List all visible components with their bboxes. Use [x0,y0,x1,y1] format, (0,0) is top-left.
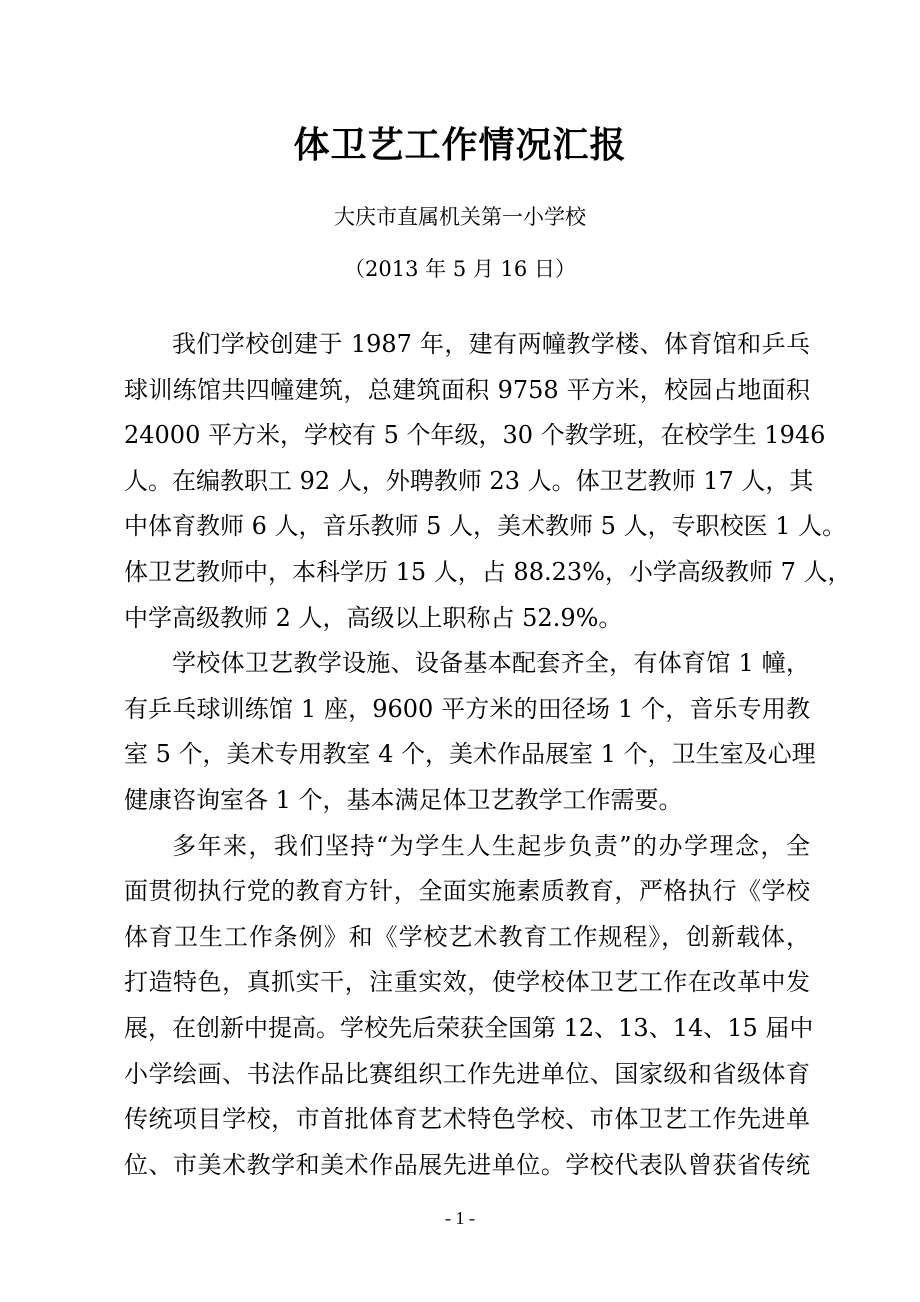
text-line: 体卫艺教师中，本科学历 15 人，占 88.23%，小学高级教师 7 人， [124,557,852,586]
paragraph-1 [124,322,852,641]
text-line: 球训练馆共四幢建筑，总建筑面积 9758 平方米，校园占地面积 [124,375,810,404]
report-date: （2013 年 5 月 16 日） [344,257,576,281]
paragraph-3 [124,824,814,1189]
text-line: 体育卫生工作条例》和《学校艺术教育工作规程》，创新载体， [124,922,810,951]
text-line: 打造特色，真抓实干，注重实效，使学校体卫艺工作在改革中发 [124,968,810,997]
text-line: 小学绘画、书法作品比赛组织工作先进单位、国家级和省级体育 [124,1059,810,1088]
text-line: 我们学校创建于 1987 年，建有两幢教学楼、体育馆和乒乓 [172,330,810,358]
text-line: 24000 平方米，学校有 5 个年级，30 个教学班，在校学生 1946 [124,421,826,450]
text-line: 有乒乓球训练馆 1 座，9600 平方米的田径场 1 个，音乐专用教 [124,694,810,723]
text-line: 中学高级教师 2 人，高级以上职称占 52.9%。 [124,603,623,632]
paragraph-2 [124,641,816,823]
text-line: 多年来，我们坚持“为学生人生起步负责”的办学理念，全 [172,831,810,860]
text-line: 人。在编教职工 92 人，外聘教师 23 人。体卫艺教师 17 人，其 [124,466,814,495]
text-line: 位、市美术教学和美术作品展先进单位。学校代表队曾获省传统 [124,1150,810,1179]
text-line: 传统项目学校，市首批体育艺术特色学校、市体卫艺工作先进单 [124,1105,810,1134]
text-line: 学校体卫艺教学设施、设备基本配套齐全，有体育馆 1 幢， [172,649,810,678]
page-number: - 1 - [445,1208,475,1228]
text-line: 展，在创新中提高。学校先后荣获全国第 12、13、14、15 届中 [124,1013,814,1042]
text-line: 面贯彻执行党的教育方针，全面实施素质教育，严格执行《学校 [124,877,810,906]
text-line: 中体育教师 6 人，音乐教师 5 人，美术教师 5 人，专职校医 1 人。 [124,512,847,541]
text-line: 健康咨询室各 1 个，基本满足体卫艺教学工作需要。 [124,785,683,814]
document-title: 体卫艺工作情况汇报 [293,125,627,166]
text-line: 室 5 个，美术专用教室 4 个，美术作品展室 1 个，卫生室及心理 [124,740,816,769]
document-body [124,322,852,1188]
school-name: 大庆市直属机关第一小学校 [334,205,586,229]
